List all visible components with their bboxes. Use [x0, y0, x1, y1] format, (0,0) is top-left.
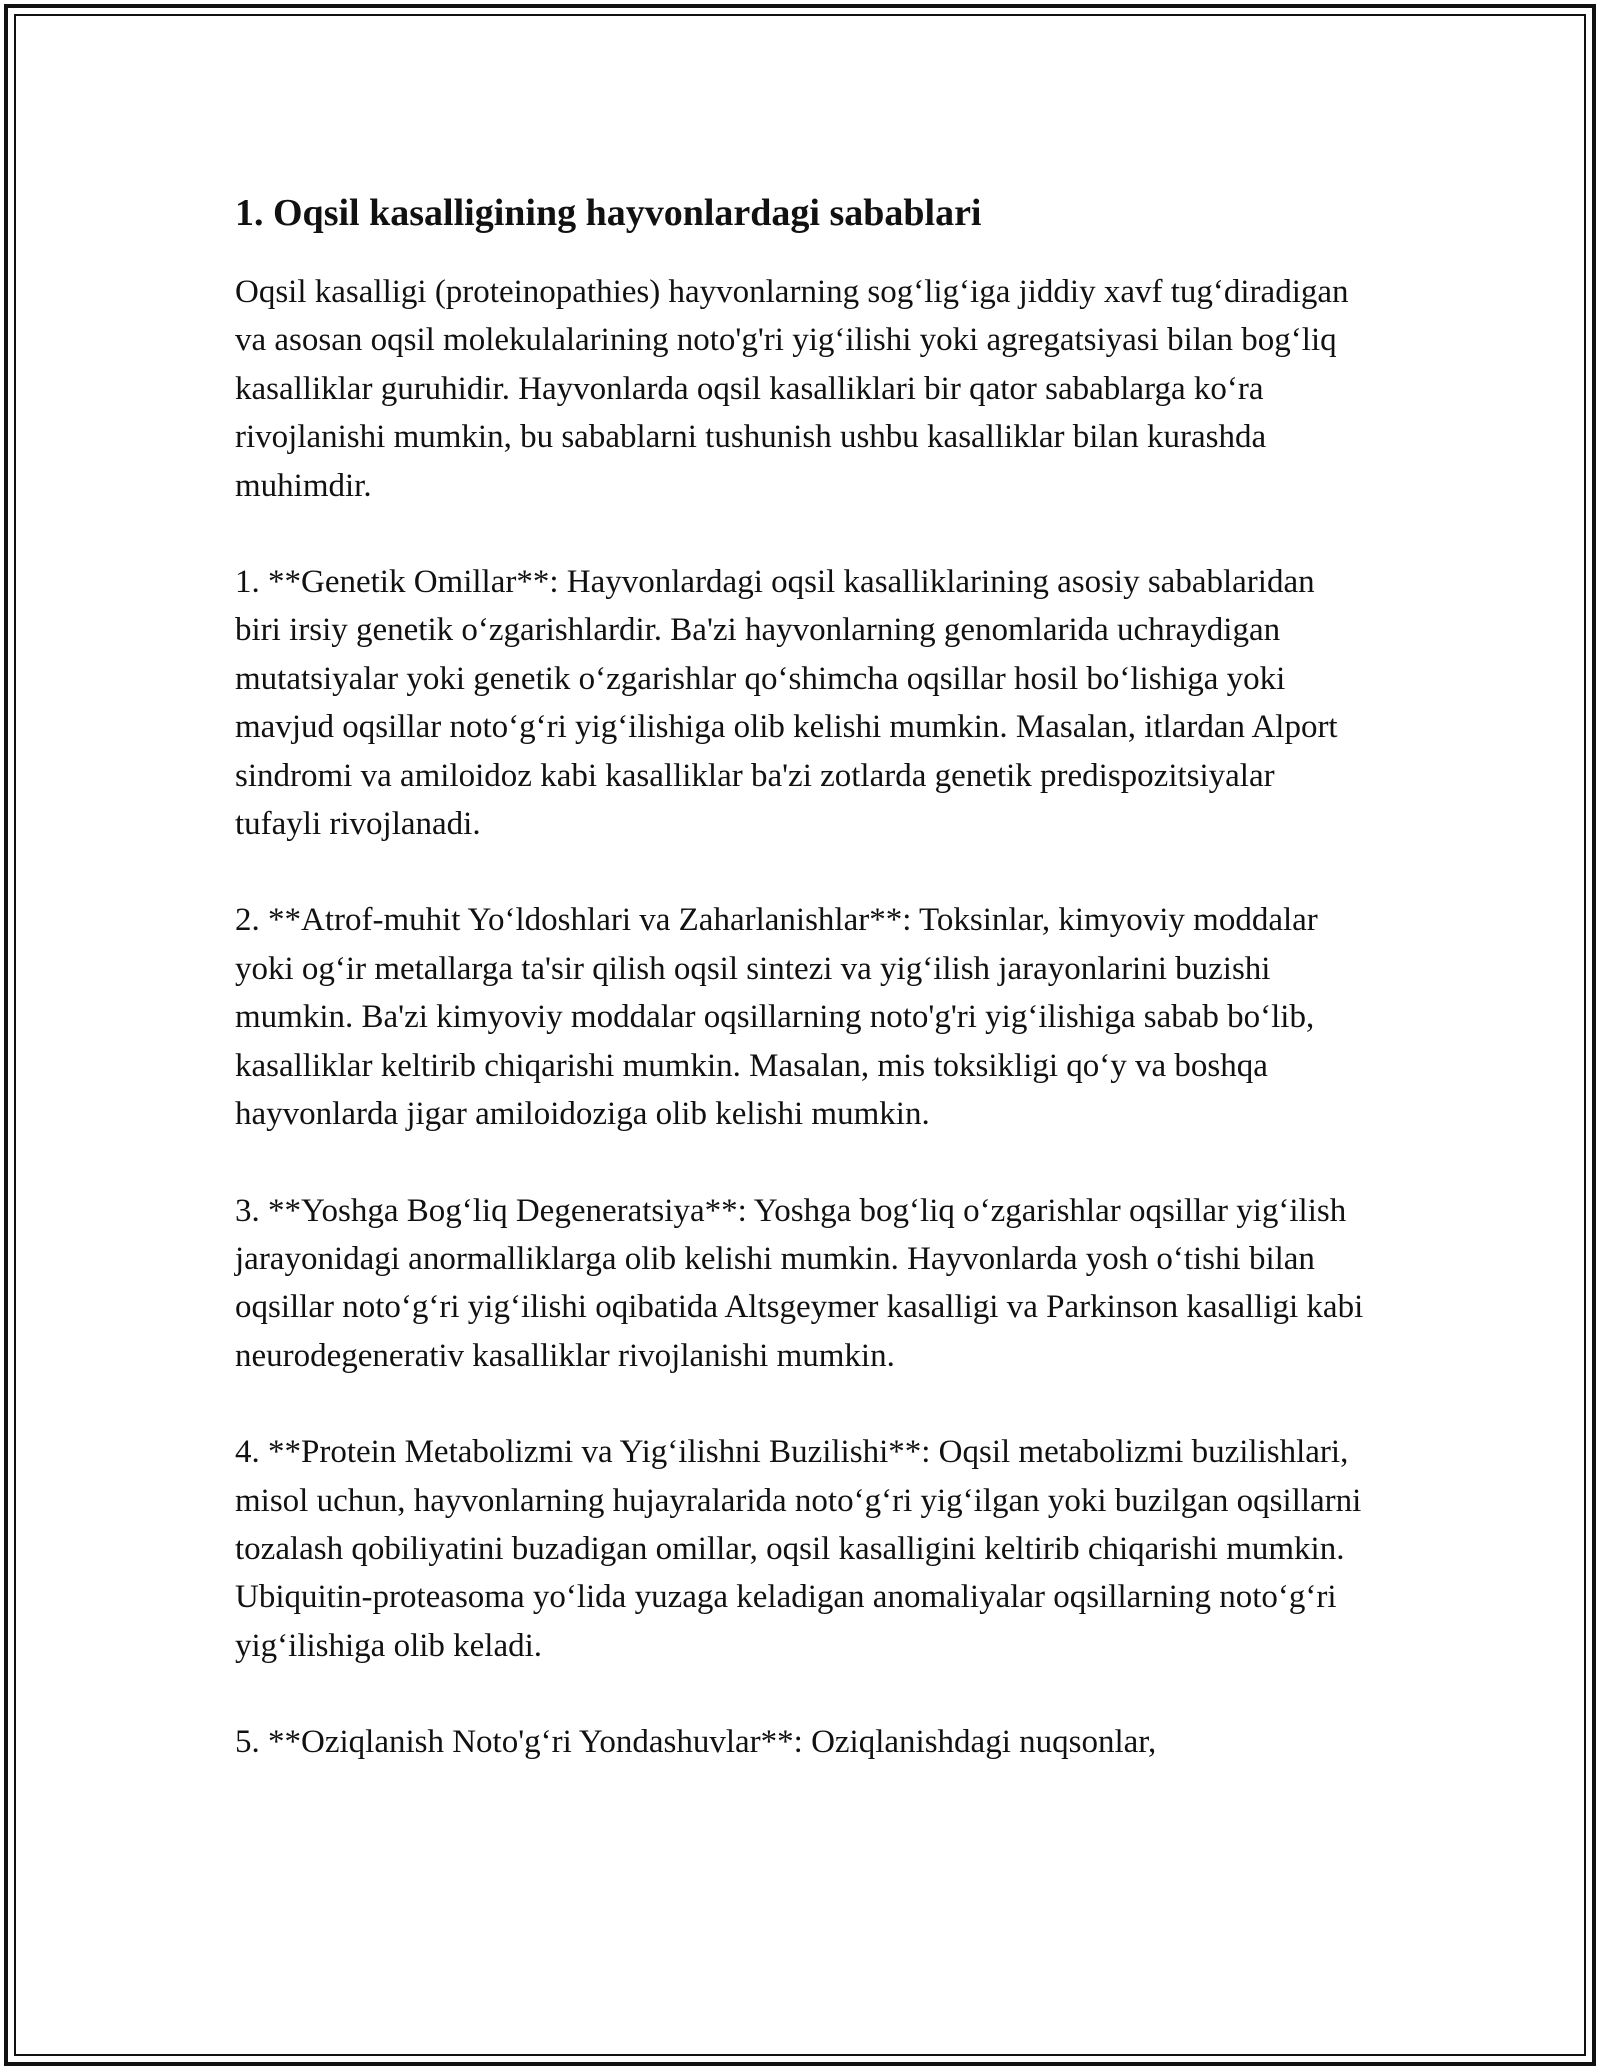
document-body	[235, 188, 1365, 1815]
paragraph-environmental-toxins: 2. **Atrof-muhit Yo‘ldoshlari va Zaharlanishlar**: Toksinlar, kimyoviy moddalar yoki og‘ir metallarga ta'sir qilish oqsil sintezi va yig‘ilish jarayonlarini buzishi mumkin. Ba'zi kimyoviy moddalar oqsillarning noto'g'ri yig‘ilishiga sabab bo‘lib, kasalliklar keltirib chiqarishi mumkin. Masalan, mis toksikligi qo‘y va boshqa hayvonlarda jigar amiloidoziga olib kelishi mumkin.	[235, 902, 1318, 1133]
paragraph-protein-metabolism: 4. **Protein Metabolizmi va Yig‘ilishni Buzilishi**: Oqsil metabolizmi buzilishlari, misol uchun, hayvonlarning hujayralarida noto‘g‘ri yig‘ilgan yoki buzilgan oqsillarni tozalash qobiliyatini buzadigan omillar, oqsil kasalligini keltirib chiqarishi mumkin. Ubiquitin-proteasoma yo‘lida yuzaga keladigan anomaliyalar oqsillarning noto‘g‘ri yig‘ilishiga olib keladi.	[235, 1434, 1362, 1664]
document-title: 1. Oqsil kasalligining hayvonlardagi sabablari	[235, 192, 982, 234]
paragraph-age-degeneration: 3. **Yoshga Bog‘liq Degeneratsiya**: Yoshga bog‘liq o‘zgarishlar oqsillar yig‘ilish jarayonidagi anormalliklarga olib kelishi mumkin. Hayvonlarda yosh o‘tishi bilan oqsillar noto‘g‘ri yig‘ilishi oqibatida Altsgeymer kasalligi va Parkinson kasalligi kabi neurodegenerativ kasalliklar rivojlanishi mumkin.	[235, 1192, 1364, 1374]
paragraph-nutrition: 5. **Oziqlanish Noto'g‘ri Yondashuvlar**: Oziqlanishdagi nuqsonlar,	[235, 1724, 1157, 1761]
paragraph-genetic-factors: 1. **Genetik Omillar**: Hayvonlardagi oqsil kasalliklarining asosiy sabablaridan biri irsiy genetik o‘zgarishlardir. Ba'zi hayvonlarning genomlarida uchraydigan mutatsiyalar yoki genetik o‘zgarishlar qo‘shimcha oqsillar hosil bo‘lishiga yoki mavjud oqsillar noto‘g‘ri yig‘ilishiga olib kelishi mumkin. Masalan, itlardan Alport sindromi va amiloidoz kabi kasalliklar ba'zi zotlarda genetik predispozitsiyalar tufayli rivojlanadi.	[235, 564, 1338, 843]
intro-paragraph: Oqsil kasalligi (proteinopathies) hayvonlarning sog‘lig‘iga jiddiy xavf tug‘diradigan va asosan oqsil molekulalarining noto'g'ri yig‘ilishi yoki agregatsiyasi bilan bog‘liq kasalliklar guruhidir. Hayvonlarda oqsil kasalliklari bir qator sabablarga ko‘ra rivojlanishi mumkin, bu sabablarni tushunish ushbu kasalliklar bilan kurashda muhimdir.	[235, 274, 1349, 504]
